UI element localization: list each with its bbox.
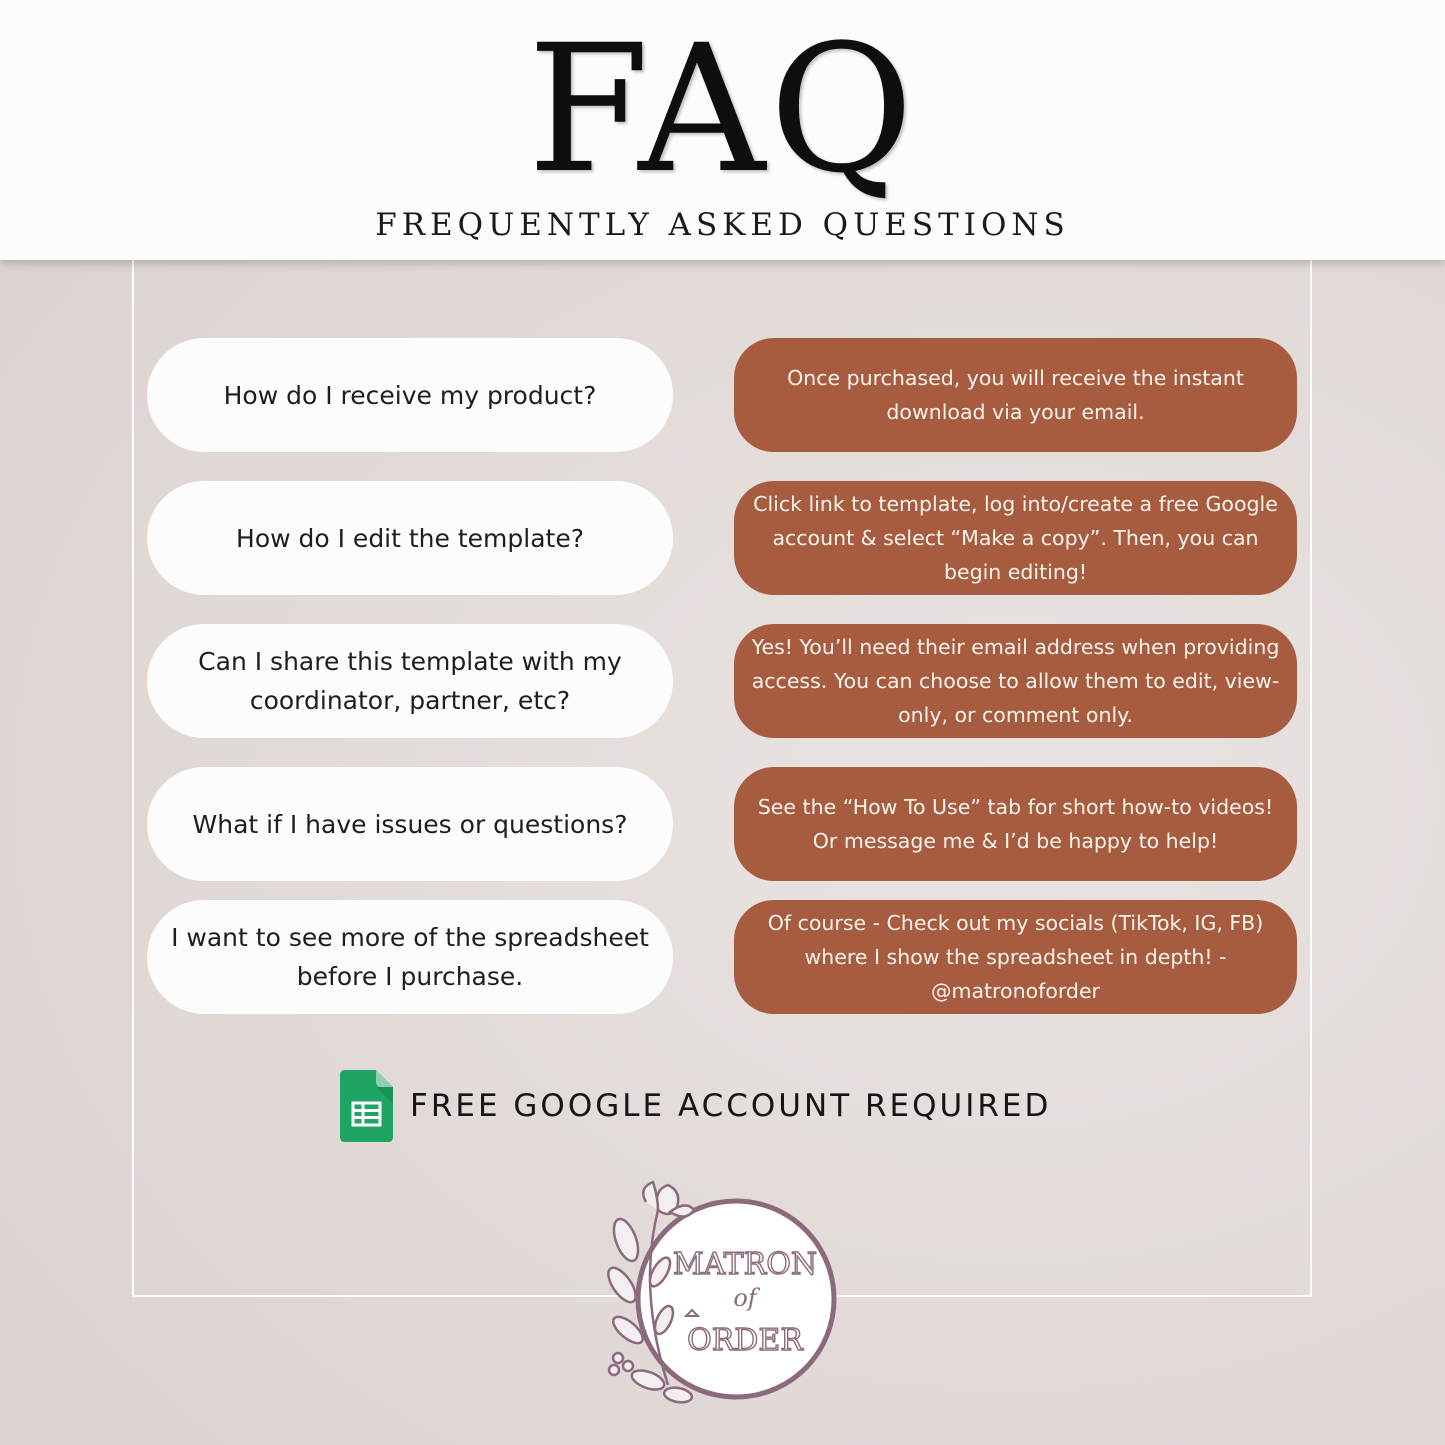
footer-text: FREE GOOGLE ACCOUNT REQUIRED xyxy=(410,1088,1052,1124)
faq-row xyxy=(0,338,1445,452)
faq-answer: Click link to template, log into/create a free Google account & select “Make a copy”. Then, you can begin editing! xyxy=(734,481,1297,595)
matron-of-order-logo xyxy=(598,1180,843,1412)
faq-question: How do I receive my product? xyxy=(147,338,673,452)
google-sheets-icon xyxy=(340,1070,393,1142)
faq-question: I want to see more of the spreadsheet before I purchase. xyxy=(147,900,673,1014)
faq-question: How do I edit the template? xyxy=(147,481,673,595)
faq-question: What if I have issues or questions? xyxy=(147,767,673,881)
faq-answer: Yes! You’ll need their email address when providing access. You can choose to allow them to edit, view-only, or comment only. xyxy=(734,624,1297,738)
faq-answer: See the “How To Use” tab for short how-to videos! Or message me & I’d be happy to help! xyxy=(734,767,1297,881)
page-subtitle: FREQUENTLY ASKED QUESTIONS xyxy=(375,207,1070,243)
faq-answer: Of course - Check out my socials (TikTok, IG, FB) where I show the spreadsheet in depth! - @matronoforder xyxy=(734,900,1297,1014)
logo-text-matron: MATRON xyxy=(672,1247,818,1282)
faq-row xyxy=(0,481,1445,595)
faq-row xyxy=(0,767,1445,881)
faq-row xyxy=(0,900,1445,1014)
logo-text-order: ORDER xyxy=(687,1323,803,1358)
faq-question: Can I share this template with my coordinator, partner, etc? xyxy=(147,624,673,738)
footer-note xyxy=(340,1070,1120,1142)
header xyxy=(0,0,1445,260)
logo-text-of: of xyxy=(733,1284,757,1312)
faq-row xyxy=(0,624,1445,738)
faq-answer: Once purchased, you will receive the instant download via your email. xyxy=(734,338,1297,452)
page-title: FAQ xyxy=(527,7,918,212)
